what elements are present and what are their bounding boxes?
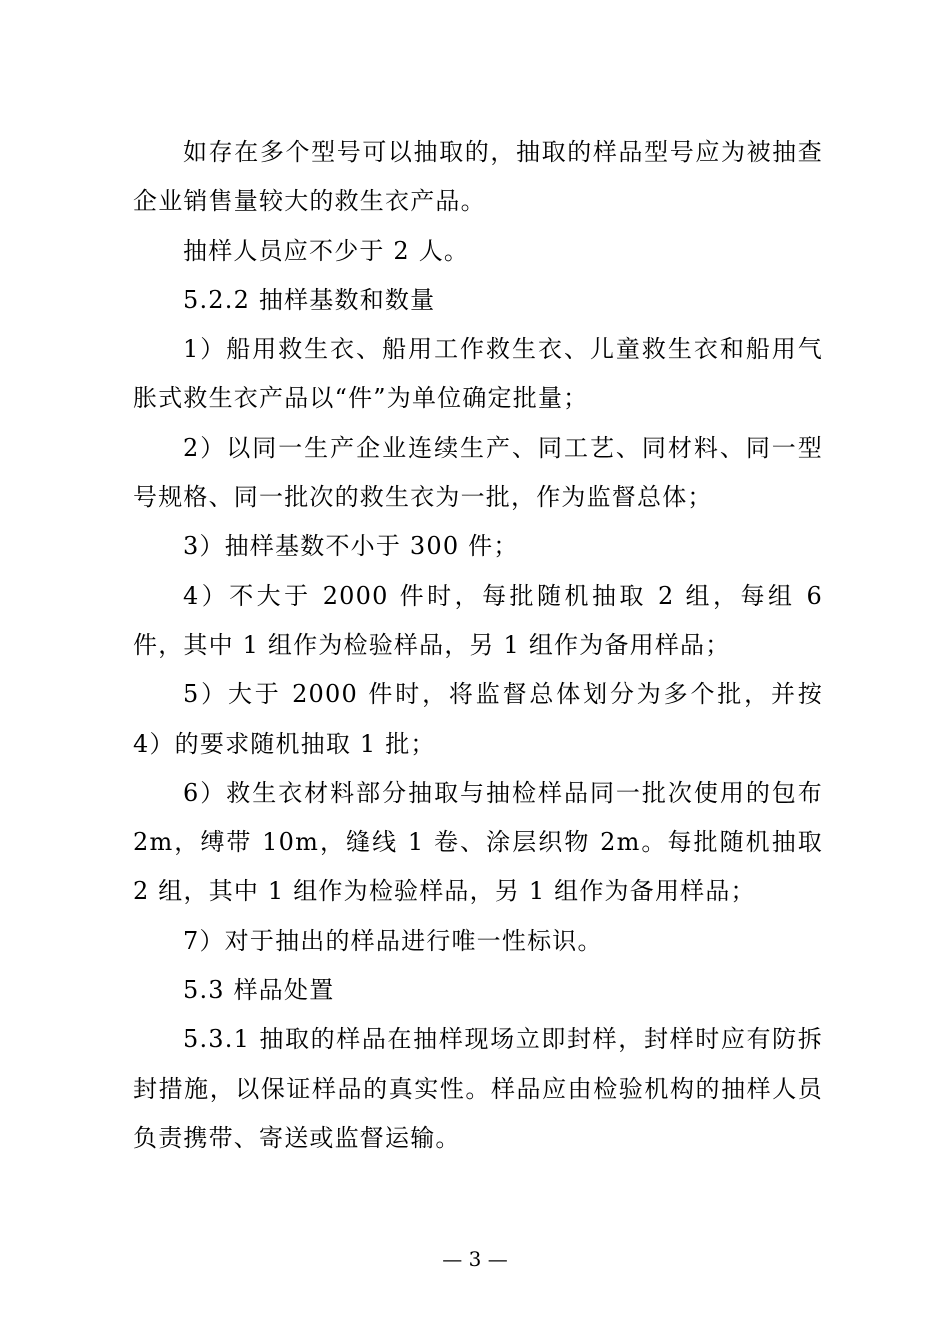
list-item-2: 2）以同一生产企业连续生产、同工艺、同材料、同一型号规格、同一批次的救生衣为一批，作为监督总体； bbox=[133, 433, 823, 512]
paragraph-5-3-1: 5.3.1 抽取的样品在抽样现场立即封样，封样时应有防拆封措施，以保证样品的真实性。样品应由检验机构的抽样人员负责携带、寄送或监督运输。 bbox=[133, 1025, 823, 1152]
body-text bbox=[133, 128, 823, 1163]
paragraph-model-selection: 如存在多个型号可以抽取的，抽取的样品型号应为被抽查企业销售量较大的救生衣产品。 bbox=[133, 138, 823, 216]
paragraph-sampling-staff: 抽样人员应不少于 2 人。 bbox=[183, 236, 470, 265]
list-item-5: 5）大于 2000 件时，将监督总体划分为多个批，并按 4）的要求随机抽取 1 批； bbox=[133, 680, 823, 758]
list-item-4: 4）不大于 2000 件时，每批随机抽取 2 组，每组 6 件，其中 1 组作为检验样品，另 1 组作为备用样品； bbox=[133, 581, 823, 659]
page-number: — 3 — bbox=[442, 1247, 508, 1271]
list-item-1: 1）船用救生衣、船用工作救生衣、儿童救生衣和船用气胀式救生衣产品以“件”为单位确定批量； bbox=[133, 335, 823, 413]
section-heading-5-3: 5.3 样品处置 bbox=[183, 976, 335, 1005]
list-item-7: 7）对于抽出的样品进行唯一性标识。 bbox=[183, 926, 603, 955]
list-item-3: 3）抽样基数不小于 300 件； bbox=[183, 532, 519, 561]
list-item-6: 6）救生衣材料部分抽取与抽检样品同一批次使用的包布 2m，缚带 10m，缝线 1 卷、涂层织物 2m。每批随机抽取 2 组，其中 1 组作为检验样品，另 1 组作为备用样品； bbox=[133, 778, 823, 906]
section-heading-5-2-2: 5.2.2 抽样基数和数量 bbox=[183, 285, 436, 314]
